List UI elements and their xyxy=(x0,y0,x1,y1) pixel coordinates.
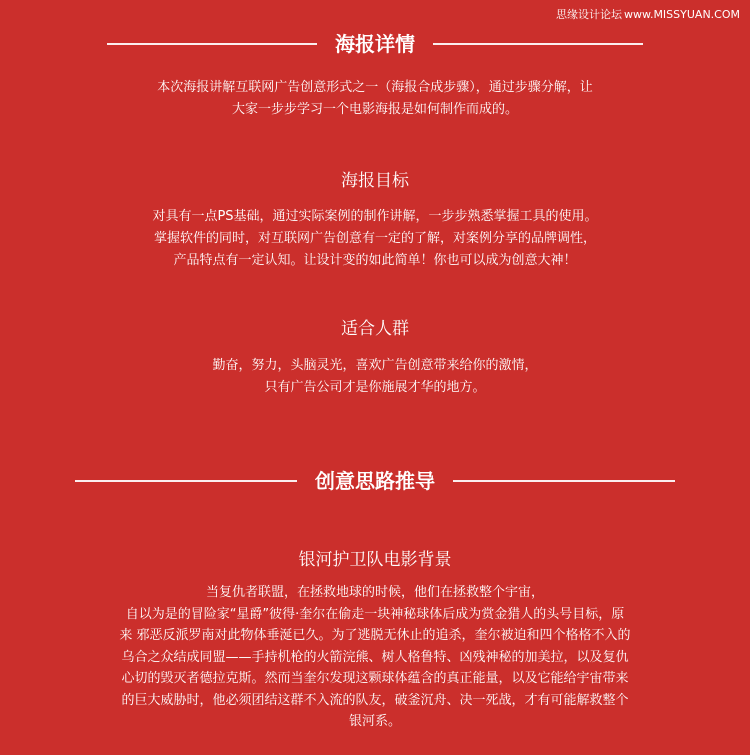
background-paragraph xyxy=(62,582,688,733)
heading-rule-right xyxy=(433,43,643,45)
poster-details-intro xyxy=(0,77,750,121)
goal-line: 掌握软件的同时，对互联网广告创意有一定的了解，对案例分享的品牌调性， xyxy=(153,231,596,246)
background-line: 银河系。 xyxy=(348,714,401,729)
heading-rule-right xyxy=(453,480,675,482)
watermark-url: www.MISSYUAN.COM xyxy=(623,8,740,21)
idea-heading: 创意思路推导 xyxy=(315,469,435,493)
goal-line: 对具有一点PS基础，通过实际案例的制作讲解，一步步熟悉掌握工具的使用。 xyxy=(152,209,598,224)
background-line: 的巨大威胁时，他必须团结这群不入流的队友，破釜沉舟、决一死战，才有可能解救整个 xyxy=(121,692,629,708)
poster-details-heading-row xyxy=(0,32,750,56)
heading-rule-left xyxy=(75,480,297,482)
intro-line: 本次海报讲解互联网广告创意形式之一（海报合成步骤），通过步骤分解，让 xyxy=(157,80,593,95)
idea-heading-row xyxy=(0,469,750,493)
background-line: 来 邪恶反派罗南对此物体垂涎已久。为了逃脱无休止的追杀，奎尔被迫和四个格格不入的 xyxy=(119,628,631,643)
watermark xyxy=(556,6,742,22)
background-line: 当复仇者联盟，在拯救地球的时候，他们在拯救整个宇宙， xyxy=(205,585,544,600)
watermark-site-name: 思缘设计论坛 xyxy=(555,8,622,21)
background-line: 心切的毁灭者德拉克斯。然而当奎尔发现这颗球体蕴含的真正能量，以及它能给宇宙带来 xyxy=(121,671,629,686)
poster-goal-title: 海报目标 xyxy=(341,171,409,191)
background-title: 银河护卫队电影背景 xyxy=(298,550,452,570)
poster-goal-paragraph xyxy=(0,206,750,272)
audience-line: 只有广告公司才是你施展才华的地方。 xyxy=(264,380,486,395)
background-line: 乌合之众结成同盟——手持机枪的火箭浣熊、树人格鲁特、凶残神秘的加美拉，以及复仇 xyxy=(121,649,629,665)
background-line: 自以为是的冒险家“星爵”彼得·奎尔在偷走一块神秘球体后成为赏金猎人的头号目标，原 xyxy=(125,606,625,622)
intro-line: 大家一步步学习一个电影海报是如何制作而成的。 xyxy=(231,102,518,117)
audience-paragraph xyxy=(0,355,750,399)
poster-details-heading: 海报详情 xyxy=(335,32,415,56)
audience-line: 勤奋，努力，头脑灵光，喜欢广告创意带来给你的激情， xyxy=(212,358,538,373)
audience-title: 适合人群 xyxy=(341,319,409,339)
heading-rule-left xyxy=(107,43,317,45)
goal-line: 产品特点有一定认知。让设计变的如此简单！你也可以成为创意大神！ xyxy=(173,253,577,268)
